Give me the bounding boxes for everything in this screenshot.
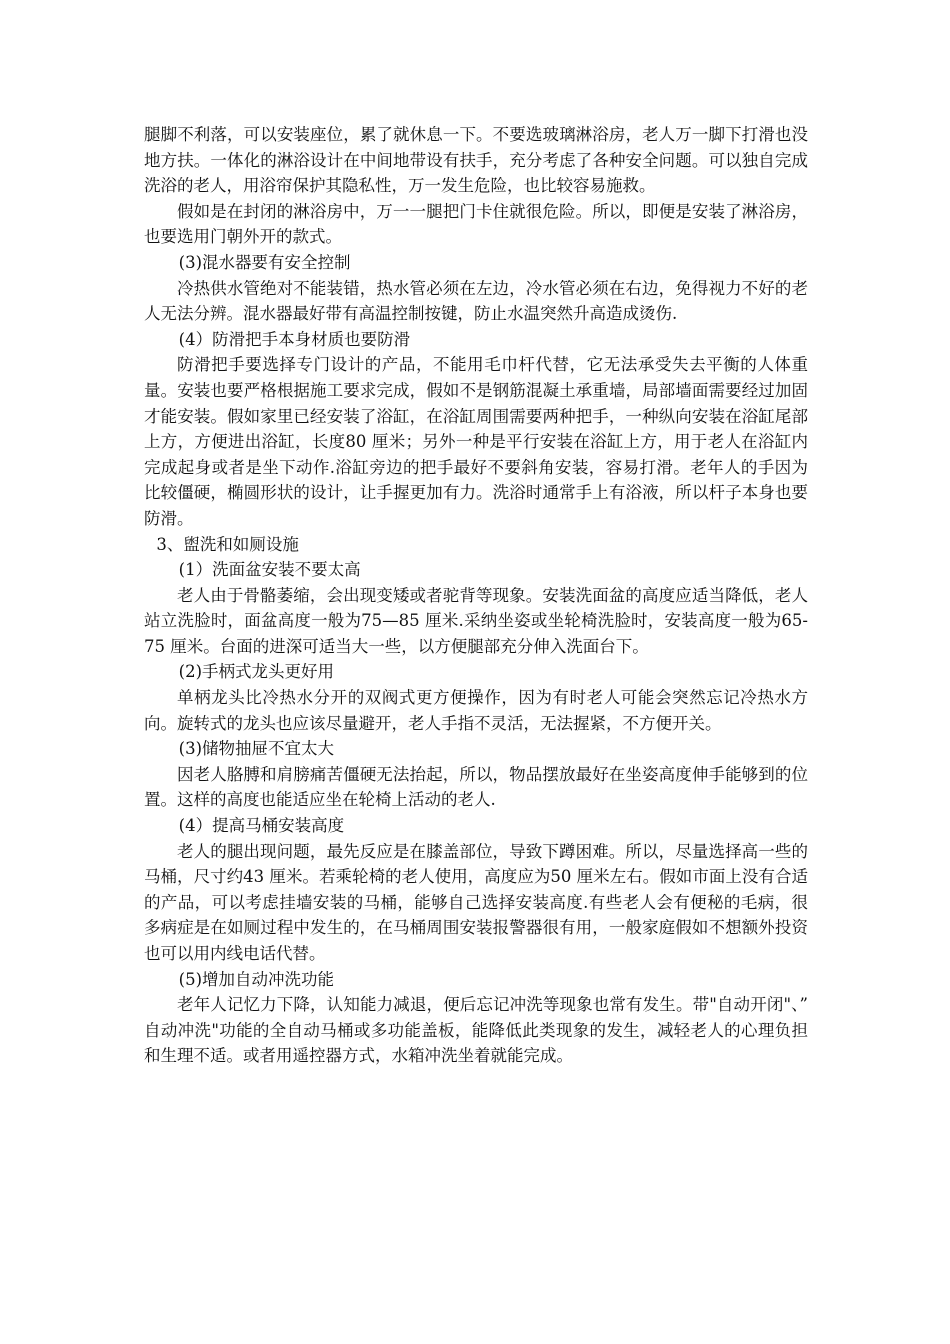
heading-toilet-height: (4）提高马桶安装高度 [178, 816, 345, 836]
paragraph-toilet-height: 老人的腿出现问题，最先反应是在膝盖部位，导致下蹲困难。所以，尽量选择高一些的马桶，尺寸约43 厘米。若乘轮椅的老人使用，高度应为50 厘米左右。假如市面上没有合适的产品，可以考虑挂墙安装的马桶，能够自己选择安装高度.有些老人会有便秘的毛病，很多病症是在如厕过程中发生的，在马桶周围安装报警器很有用，一般家庭假如不想额外投资也可以用内线电话代替。 [144, 841, 808, 963]
paragraph-auto-flush: 老年人记忆力下降，认知能力减退，便后忘记冲洗等现象也常有发生。带"自动开闭"、” 自动冲洗"功能的全自动马桶或多功能盖板，能降低此类现象的发生，减轻老人的心理负担和生理不适。或者用遥控器方式，水箱冲洗坐着就能完成。 [144, 995, 808, 1066]
paragraph-shower-seat: 腿脚不利落，可以安装座位，累了就休息一下。不要选玻璃淋浴房，老人万一脚下打滑也没地方扶。一体化的淋浴设计在中间地带设有扶手，充分考虑了各种安全问题。可以独自完成洗浴的老人，用浴帘保护其隐私性，万一发生危险，也比较容易施救。 [144, 125, 808, 196]
heading-faucet: (2)手柄式龙头更好用 [178, 662, 335, 682]
heading-grab-bar: (4）防滑把手本身材质也要防滑 [178, 329, 411, 349]
heading-mixer-safety: (3)混水器要有安全控制 [178, 252, 351, 272]
paragraph-shower-door: 假如是在封闭的淋浴房中，万一一腿把门卡住就很危险。所以，即便是安装了淋浴房，也要选用门朝外开的款式。 [144, 201, 808, 247]
paragraph-washbasin: 老人由于骨骼萎缩，会出现变矮或者驼背等现象。安装洗面盆的高度应适当降低，老人站立洗脸时，面盆高度一般为75—85 厘米.采纳坐姿或坐轮椅洗脸时，安装高度一般为65-75 厘米。台面的进深可适当大一些，以方便腿部充分伸入洗面台下。 [144, 585, 808, 656]
paragraph-mixer: 冷热供水管绝对不能装错，热水管必须在左边，冷水管必须在右边，免得视力不好的老人无法分辨。混水器最好带有高温控制按键，防止水温突然升高造成烫伤. [144, 278, 808, 324]
paragraph-drawer: 因老人胳膊和肩膀痛苦僵硬无法抬起，所以，物品摆放最好在坐姿高度伸手能够到的位置。这样的高度也能适应坐在轮椅上活动的老人. [144, 764, 808, 810]
paragraph-faucet: 单柄龙头比冷热水分开的双阀式更方便操作，因为有时老人可能会突然忘记冷热水方向。旋转式的龙头也应该尽量避开，老人手指不灵活，无法握紧，不方便开关。 [144, 688, 808, 733]
section-heading-washroom: 3、盥洗和如厕设施 [156, 534, 299, 554]
heading-washbasin: (1）洗面盆安装不要太高 [178, 560, 361, 580]
heading-auto-flush: (5)增加自动冲洗功能 [178, 969, 335, 989]
document-body [144, 122, 808, 1069]
heading-drawer: (3)储物抽屉不宜太大 [178, 739, 335, 759]
paragraph-grab-bar: 防滑把手要选择专门设计的产品，不能用毛巾杆代替，它无法承受失去平衡的人体重量。安装也要严格根据施工要求完成，假如不是钢筋混凝土承重墙，局部墙面需要经过加固才能安装。假如家里已经安装了浴缸，在浴缸周围需要两种把手，一种纵向安装在浴缸尾部上方，方便进出浴缸，长度80 厘米；另外一种是平行安装在浴缸上方，用于老人在浴缸内完成起身或者是坐下动作.浴缸旁边的把手最好不要斜角安装，容易打滑。老年人的手因为比较僵硬，椭圆形状的设计，让手握更加有力。洗浴时通常手上有浴液，所以杆子本身也要防滑。 [144, 355, 808, 528]
